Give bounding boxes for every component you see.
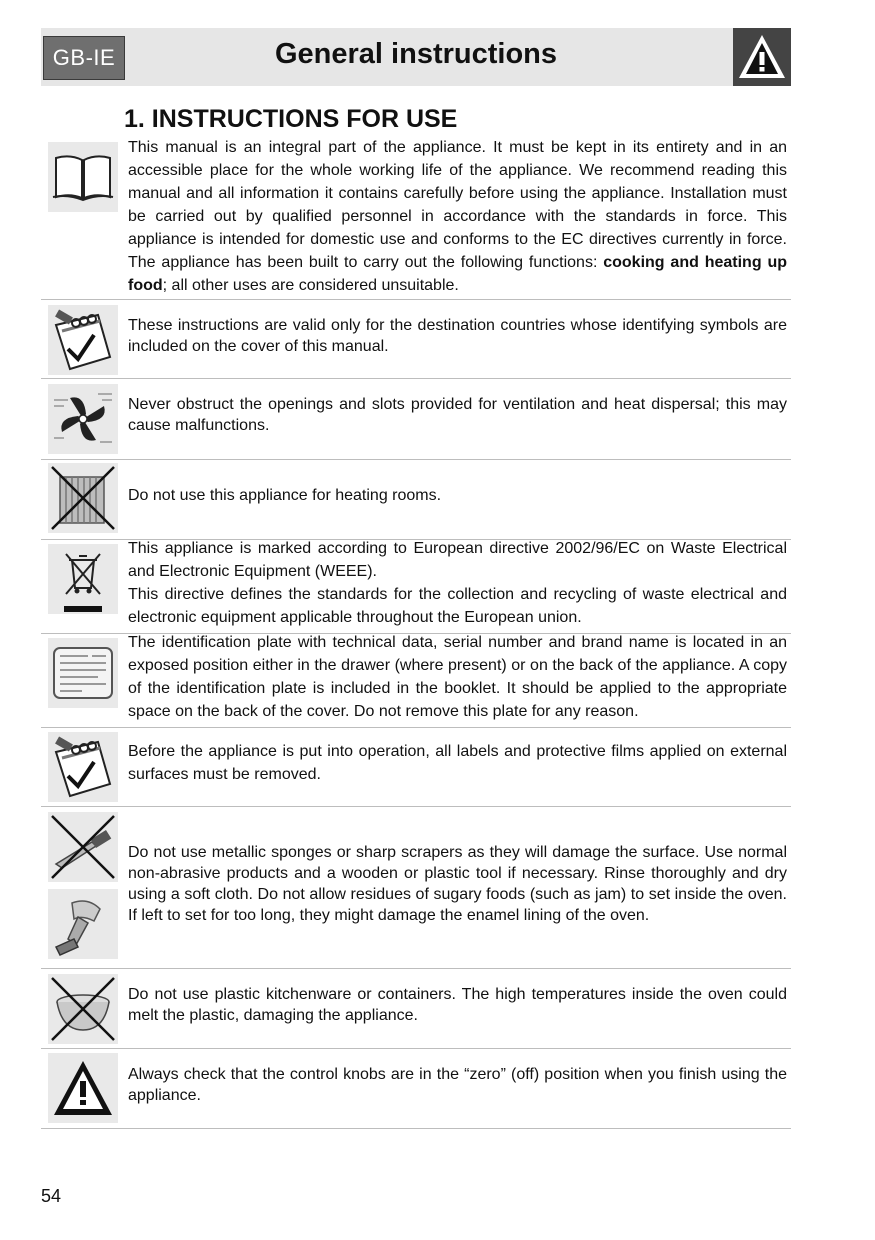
instruction-text: Never obstruct the openings and slots provided for ventilation and heat dispersal; this may cause malfunctions. xyxy=(128,396,787,434)
no-metal-scraper-icon xyxy=(48,812,118,882)
instruction-text: Do not use plastic kitchenware or containers. The high temperatures inside the oven could melt the plastic, damaging the appliance. xyxy=(128,986,787,1024)
instruction-text: This manual is an integral part of the appliance. It must be kept in its entirety and in an accessible place for the whole working life of the appliance. We recommend reading this manual and all information it contains carefully before using the appliance. Installation must be carried out by qualified personnel in accordance with the standards in force. This appliance is intended for domestic use and conforms to the EC directives currently in force. The appliance has been built to carry out the following functions: cooking and heating up food; all other uses are considered unsuitable. xyxy=(128,139,787,294)
instruction-text: Do not use metallic sponges or sharp scrapers as they will damage the surface. Use normal non-abrasive products and a wooden or plastic tool if necessary. Rinse thoroughly and dry using a soft cloth. Do not allow residues of sugary foods (such as jam) to set inside the oven. If left to set for too long, they might damage the enamel lining of the oven. xyxy=(128,844,787,924)
instruction-item xyxy=(41,300,791,379)
warning-triangle-icon xyxy=(733,28,791,86)
instruction-item xyxy=(41,969,791,1049)
no-plastic-bowl-icon xyxy=(48,974,118,1044)
open-book-icon xyxy=(48,142,118,212)
language-badge: GB-IE xyxy=(43,36,125,80)
instruction-item xyxy=(41,728,791,807)
page-number: 54 xyxy=(41,1186,62,1206)
instruction-text: The identification plate with technical data, serial number and brand name is located in an exposed position either in the drawer (where present) or on the back of the appliance. A copy of the identification plate is included in the booklet. It should be applied to the appropriate space on the back of the cover. Do not remove this plate for any reason. xyxy=(128,634,787,720)
identification-plate-icon xyxy=(48,638,118,708)
page-header xyxy=(41,28,791,86)
warning-triangle-icon xyxy=(48,1053,118,1123)
instruction-item xyxy=(41,634,791,728)
instruction-text: Do not use this appliance for heating rooms. xyxy=(128,487,442,504)
instruction-item xyxy=(41,379,791,460)
page-title: General instructions xyxy=(274,38,557,70)
instruction-item xyxy=(41,1049,791,1129)
no-room-heater-icon xyxy=(48,463,118,533)
instruction-text: Always check that the control knobs are in the “zero” (off) position when you finish using the appliance. xyxy=(128,1066,787,1104)
notepad-check-icon xyxy=(48,305,118,375)
instruction-text: These instructions are valid only for the destination countries whose identifying symbols are included on the cover of this manual. xyxy=(128,317,787,355)
instruction-text: This appliance is marked according to European directive 2002/96/EC on Waste Electrical and Electronic Equipment (WEEE). This directive defines the standards for the collection and recycling of waste electrical and electronic equipment applicable throughout the European union. xyxy=(128,540,787,626)
ventilation-fan-icon xyxy=(48,384,118,454)
instruction-item xyxy=(41,540,791,634)
instruction-text: Before the appliance is put into operation, all labels and protective films applied on external surfaces must be removed. xyxy=(128,743,787,783)
instruction-item xyxy=(41,137,791,300)
cloth-cleaning-icon xyxy=(48,889,118,959)
instruction-item xyxy=(41,807,791,969)
crossed-wheelie-bin-icon xyxy=(48,544,118,614)
notepad-check-icon xyxy=(48,732,118,802)
instruction-item xyxy=(41,460,791,540)
section-title: 1. INSTRUCTIONS FOR USE xyxy=(124,105,458,133)
